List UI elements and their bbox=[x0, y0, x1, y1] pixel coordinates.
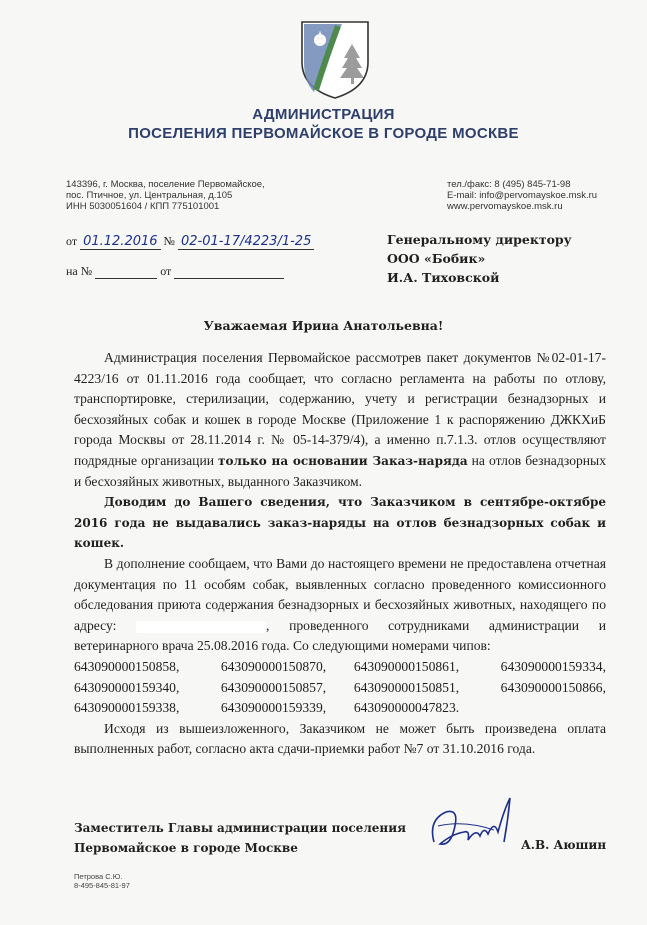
chip-number: 643090000150870, bbox=[220, 658, 327, 674]
chip-number: 643090000150851, bbox=[353, 679, 460, 695]
paragraph: В дополнение сообщаем, что Вами до настоящего времени не предоставлена отчетная документация по 11 особям собак, выявленных согласно проведенного комиссионного обследования приюта содержания безнадзорных и бесхозяйных животных, находящего по адресу: , проведенного сотрудниками администрации и ветеринарного врача 25.08.2016 года. Со следующими номерами чипов: bbox=[74, 555, 607, 654]
chip-number: 643090000159339, bbox=[220, 700, 327, 716]
executor-phone: 8-495-845-81-97 bbox=[74, 881, 130, 890]
reply-from-label: от bbox=[160, 264, 172, 278]
number-label: № bbox=[163, 234, 175, 248]
addressee-block bbox=[387, 230, 572, 287]
chip-number: 643090000159334, bbox=[500, 658, 606, 674]
organization-subtitle: ПОСЕЛЕНИЯ ПЕРВОМАЙСКОЕ В ГОРОДЕ МОСКВЕ bbox=[128, 125, 519, 142]
letter-date: 01.12.2016 bbox=[80, 234, 160, 250]
chip-number: 643090000150857, bbox=[220, 679, 327, 695]
chip-number: 643090000047823. bbox=[353, 700, 460, 716]
address-block bbox=[66, 179, 265, 212]
contact-block bbox=[447, 179, 597, 212]
paragraph-bold: Доводим до Вашего сведения, что Заказчиком в сентябре-октябре 2016 года не выдавались заказ-наряды на отлов безнадзорных собак и кошек. bbox=[74, 495, 606, 551]
addressee-company: ООО «Бобик» bbox=[387, 251, 486, 266]
address-line: пос. Птичное, ул. Центральная, д.105 bbox=[66, 190, 233, 201]
chip-number: 643090000159338, bbox=[74, 700, 180, 716]
coat-of-arms-icon bbox=[298, 18, 372, 100]
organization-name: АДМИНИСТРАЦИЯ bbox=[252, 106, 395, 123]
from-label: от bbox=[66, 234, 78, 248]
signature-mark bbox=[424, 790, 524, 860]
signatory-name: А.В. Аюшин bbox=[521, 838, 607, 852]
website-line: www.pervomayskoe.msk.ru bbox=[447, 201, 563, 212]
chip-number: 643090000150858, bbox=[74, 658, 180, 674]
chip-number-list bbox=[74, 657, 606, 719]
email-line: E-mail: info@pervomayskoe.msk.ru bbox=[447, 190, 598, 201]
chip-number: 643090000159340, bbox=[74, 679, 180, 695]
paragraph: Администрация поселения Первомайское рассмотрев пакет документов №02-01-17-4223/16 от 01.11.2016 года сообщает, что согласно регламента на работы по отлову, транспортировке, стерилизации, содержанию, учету и регистрации безнадзорных и бесхозяйных собак и кошек в городе Москве (Приложение 1 к распоряжению ДЖКХиБ города Москвы от 28.11.2014 г. № 05-14-379/4), а именно п.7.1.3. отлов осуществляют подрядные организации только на основании Заказ-наряда на отлов безнадзорных и бесхозяйных животных, выданного Заказчиком. bbox=[74, 350, 606, 489]
executor-name: Петрова С.Ю. bbox=[74, 872, 123, 881]
chip-number: 643090000150866, bbox=[500, 679, 606, 695]
chip-number: 643090000150861, bbox=[353, 658, 460, 674]
letter-number: 02-01-17/4223/1-25 bbox=[178, 234, 314, 250]
emphasis: только на основании Заказ-наряда bbox=[218, 453, 468, 468]
redacted-address bbox=[136, 621, 266, 633]
reply-number-blank bbox=[95, 266, 157, 279]
address-line: 143396, г. Москва, поселение Первомайское, bbox=[66, 179, 265, 190]
reply-number-label: на № bbox=[66, 264, 93, 278]
signatory-position: Заместитель Главы администрации поселения Первомайское в городе Москве bbox=[74, 821, 406, 855]
letter-body bbox=[74, 348, 606, 760]
addressee-name: И.А. Тиховской bbox=[387, 270, 500, 285]
executor-info bbox=[74, 872, 130, 890]
phone-line: тел./факс: 8 (495) 845-71-98 bbox=[447, 179, 571, 190]
tax-id-line: ИНН 5030051604 / КПП 775101001 bbox=[66, 201, 220, 212]
incoming-reference bbox=[66, 264, 284, 279]
paragraph: Исходя из вышеизложенного, Заказчиком не может быть произведена оплата выполненных работ, согласно акта сдачи-приемки работ №7 от 31.10.2016 года. bbox=[74, 720, 606, 757]
salutation: Уважаемая Ирина Анатольевна! bbox=[203, 318, 444, 333]
addressee-position: Генеральному директору bbox=[387, 232, 572, 247]
outgoing-reference bbox=[66, 234, 314, 249]
reply-date-blank bbox=[174, 266, 284, 279]
